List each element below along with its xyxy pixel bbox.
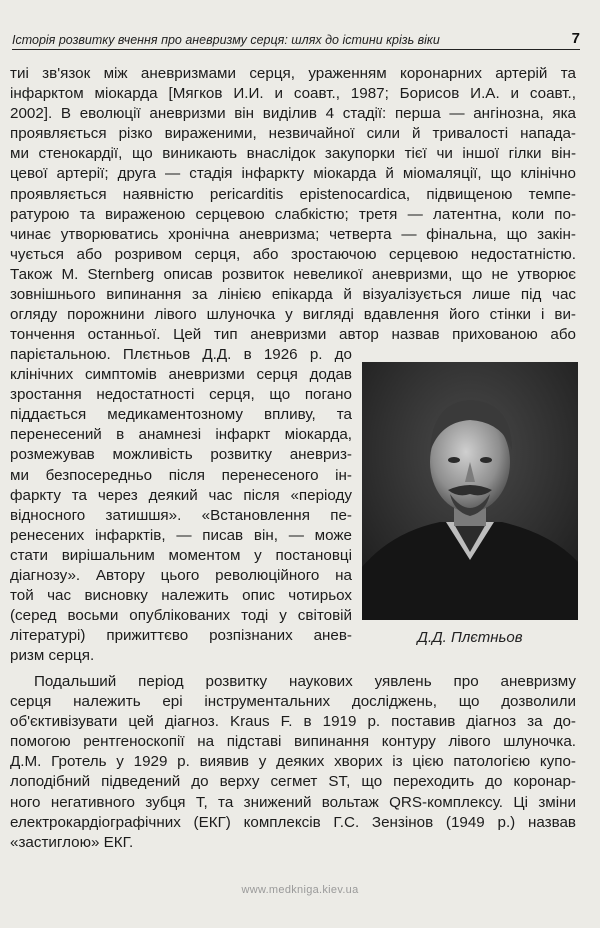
bottom-paragraph <box>10 672 576 853</box>
text-line: помогою рентгеноскопії на підставі випинання контуру лівого шлуночка. <box>10 733 576 751</box>
text-line: «застиглою» ЕКГ. <box>10 833 134 851</box>
text-line: тончення останньої. Цей тип аневризми автор назвав прихованою або <box>10 326 576 344</box>
text-line: чується або розривом серця, або зростаючою серцевою недостатністю. <box>10 245 576 263</box>
text-line: Д.М. Гротель у 1929 р. виявив у деяких хворих із цією патологією купо- <box>10 753 576 771</box>
portrait-photo <box>362 362 578 620</box>
text-line: ратурою та вираженою серцевою слабкістю; третя — латентна, коли по- <box>10 205 576 223</box>
page-number: 7 <box>571 30 580 47</box>
footer-watermark: www.medkniga.kiev.ua <box>241 884 359 896</box>
text-line: проявляється наявністю pericarditis epistenocardica, підвищеною темпе- <box>10 185 576 203</box>
top-paragraph <box>10 64 576 345</box>
text-line: той час висновку належить опис чотирьох <box>10 587 352 605</box>
text-line: чинає утворюватись хронічна аневризма; четверта — фінальна, що закін- <box>10 225 576 243</box>
text-line: інфарктом міокарда [Мягков И.И. и соавт., 1987; Борисов И.А. и соавт., <box>10 85 576 103</box>
text-line: тиі зв'язок між аневризмами серця, ураженням коронарних артерій та <box>10 65 576 82</box>
text-line: ризм серця. <box>10 647 95 665</box>
text-line: цевої артерії; друга — стадія інфаркту міокарда й міомаляції, що клінічно <box>10 165 576 183</box>
text-line: 2002]. В еволюції аневризми він виділив 4 стадії: перша — ангінозна, яка <box>10 105 576 123</box>
text-line: ми безпосередньо після перенесеного ін- <box>10 466 352 484</box>
text-line: електрокардіографічних (ЕКГ) комплексів Г.С. Зензінов (1949 р.) назвав <box>10 813 576 831</box>
photo-caption: Д.Д. Плєтньов <box>417 629 523 646</box>
text-line: діагнозу». Автору цього революційного на <box>10 567 352 585</box>
text-line: огляду порожнини лівого шлуночка у вигляді вдавлення його стінки і ви- <box>10 306 576 324</box>
running-header <box>12 30 580 50</box>
text-line: Також M. Sternberg описав розвиток невеликої аневризми, що не утворює <box>10 265 576 283</box>
text-line: літературі) прижиттєво розпізнаних анев- <box>10 627 352 645</box>
left-column-text <box>10 345 352 667</box>
text-line: відносного затишшя». «Встановлення пе- <box>10 506 352 524</box>
text-line: перенесений в анамнезі інфаркт міокарда, <box>10 426 352 444</box>
text-line: Подальший період розвитку наукових уявлень про аневризму <box>34 673 576 690</box>
text-line: стати вирішальним моментом у постановці <box>10 546 352 564</box>
text-line: розмежував можливість розвитку аневриз- <box>10 446 352 464</box>
text-line: піддається медикаментозному впливу, та <box>10 406 352 424</box>
text-line: (серед восьми опублікованих тоді у світовій <box>10 607 352 625</box>
text-line: проявляється різко вираженими, незвичайної сили й тривалості напада- <box>10 125 576 143</box>
text-line: лоподібний підведений до верху сегмет ST, що переходить до коронар- <box>10 773 576 791</box>
text-line: зовнішнього випинання за лінією епікарда й візуалізується лише під час <box>10 286 576 304</box>
text-line: зростання недостатності серця, що погано <box>10 386 352 404</box>
running-title: Історія розвитку вчення про аневризму серця: шлях до істини крізь віки <box>12 33 440 47</box>
text-line: серця належить ері інструментальних досліджень, що дозволили <box>10 693 576 711</box>
text-line: парієтальною. Плєтньов Д.Д. в 1926 р. до <box>10 346 352 363</box>
text-line: об'єктивізувати цей діагноз. Kraus F. в 1919 р. поставив діагноз за до- <box>10 713 576 731</box>
text-line: ренесених інфарктів, — писав він, — може <box>10 526 352 544</box>
portrait-illustration <box>362 362 578 620</box>
text-line: ного негативного зубця T, та знижений вольтаж QRS-комплексу. Ці зміни <box>10 793 576 811</box>
text-line: клінічних симптомів аневризми серця додав <box>10 366 352 384</box>
text-line: ми стенокардії, що виникають внаслідок закупорки тієї чи іншої гілки він- <box>10 145 576 163</box>
text-line: фаркту та через деякий час після «періоду <box>10 486 352 504</box>
